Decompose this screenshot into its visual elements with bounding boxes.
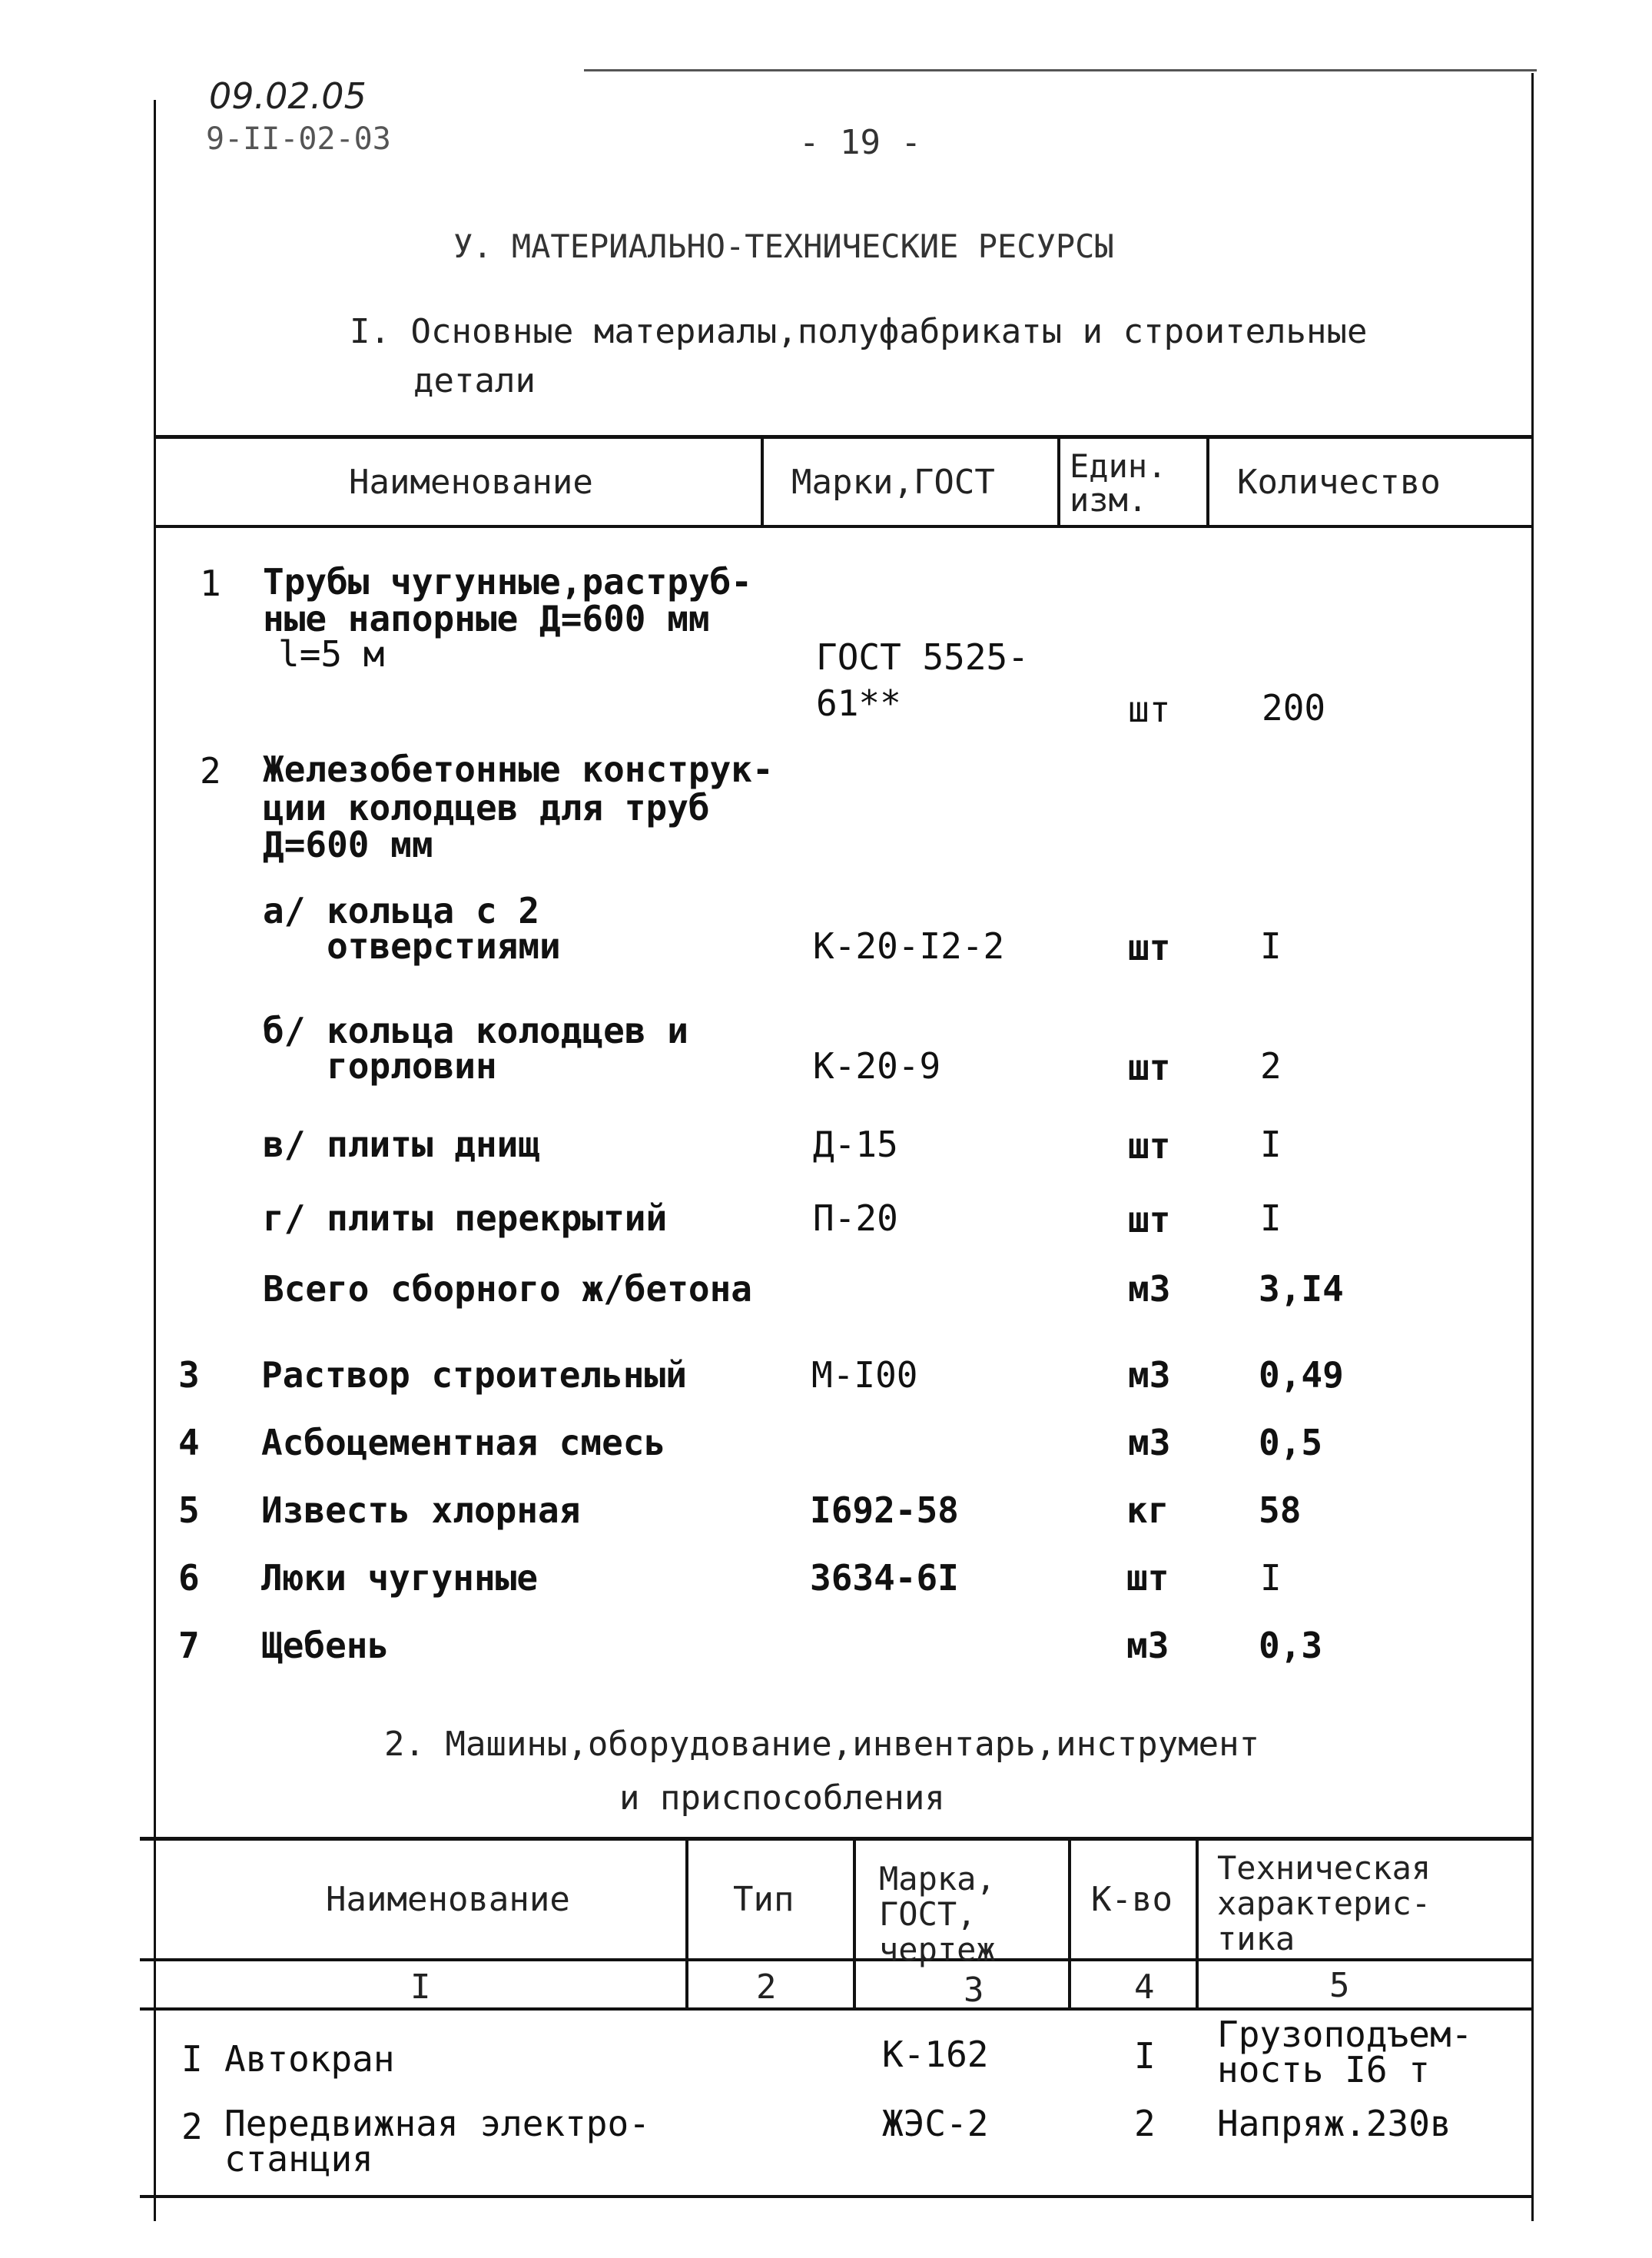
table1-row-b-unit: шт [1128,1047,1171,1088]
table1-row-a-qty: I [1260,925,1282,967]
table1-row6-unit: шт [1126,1557,1169,1599]
table2-row1-num: I [181,2038,203,2080]
section-title: У. МАТЕРИАЛЬНО-ТЕХНИЧЕСКИЕ РЕСУРСЫ [453,227,1114,265]
table2-header-tech-line2: характерис- [1217,1884,1431,1922]
table2-row2-name-line1: Передвижная электро- [224,2103,650,2144]
table2-header-mark-line2: ГОСТ, [879,1895,977,1933]
table1-row-v-unit: шт [1128,1125,1171,1167]
table2-row1-name: Автокран [224,2038,395,2080]
table1-row-v-name: в/ плиты днищ [263,1124,540,1165]
handwritten-code: 09.02.05 [209,75,367,117]
table2-header-tech-line1: Техническая [1217,1849,1431,1887]
table2-colnum-5: 5 [1329,1966,1350,2005]
table2-colnum-3: 3 [964,1971,984,2010]
table1-row6-qty: I [1260,1557,1282,1599]
table2-colnum-2: 2 [756,1967,777,2007]
table1-row3-mark: М-I00 [811,1354,918,1396]
table2-bottom-border [140,2195,1534,2198]
table1-header-unit-line2: изм. [1070,481,1148,519]
table1-row3-unit: м3 [1128,1354,1171,1396]
table1-row6-mark: 3634-6I [810,1557,959,1599]
table2-header-name: Наименование [326,1880,570,1919]
subsection1-title-line2: детали [413,361,536,400]
table1-row4-num: 4 [178,1422,200,1463]
table1-row2-name-line3: Д=600 мм [263,824,433,865]
table1-row-a-name-line1: а/ кольца с 2 [263,890,540,931]
table1-col-divider-3 [1206,435,1209,528]
table1-row2-name-line1: Железобетонные конструк- [263,749,774,790]
table1-row4-qty: 0,5 [1259,1422,1323,1463]
table2-col-divider-4 [1196,1837,1199,2011]
subsection1-title-line1: I. Основные материалы,полуфабрикаты и строительные [350,312,1368,351]
table1-total-name: Всего сборного ж/бетона [263,1268,752,1310]
frame-left-line [154,100,156,2221]
table1-row1-mark-line1: ГОСТ 5525- [816,636,1029,678]
table1-row-g-name: г/ плиты перекрытий [263,1197,668,1239]
table2-row2-mark: ЖЭС-2 [882,2103,989,2144]
page-number: - 19 - [799,123,921,162]
table2-header-tech-line3: тика [1217,1920,1295,1957]
table1-row4-name: Асбоцементная смесь [261,1422,666,1463]
table2-col-divider-2 [853,1837,856,2011]
table2-row1-mark: К-162 [882,2034,989,2075]
table1-row7-unit: м3 [1126,1625,1169,1666]
table1-total-unit: м3 [1128,1268,1171,1310]
table2-row2-count: 2 [1134,2103,1156,2144]
table1-row-g-unit: шт [1128,1199,1171,1240]
table1-col-divider-1 [761,435,764,528]
table1-row6-name: Люки чугунные [261,1557,539,1599]
table2-colnum-bottom-border [140,2007,1534,2011]
table1-row-v-qty: I [1260,1124,1282,1165]
table1-row5-unit: кг [1126,1489,1169,1531]
table2-col-divider-1 [685,1837,688,2011]
table1-header-qty: Количество [1237,463,1441,502]
table1-row-b-name-line2: горловин [263,1045,497,1087]
table2-top-border [140,1837,1534,1841]
table1-total-qty: 3,I4 [1259,1268,1344,1310]
table2-colnum-1: I [410,1967,431,2007]
table1-row2-name-line2: ции колодцев для труб [263,787,710,828]
table1-row5-mark: I692-58 [810,1489,959,1531]
table1-row7-name: Щебень [261,1625,390,1666]
table1-row-g-qty: I [1260,1197,1282,1239]
table1-row3-num: 3 [178,1354,200,1396]
table2-row1-tech-line1: Грузоподъем- [1217,2014,1473,2055]
table1-header-bottom-border [154,525,1534,528]
table1-row1-name-line3: l=5 м [278,633,385,675]
table1-row5-qty: 58 [1259,1489,1302,1531]
table1-row-v-mark: Д-15 [813,1124,898,1165]
table1-row3-qty: 0,49 [1259,1354,1344,1396]
table1-row1-name-line2: ные напорные Д=600 мм [263,598,710,639]
table1-row-g-mark: П-20 [813,1197,898,1239]
table1-row3-name: Раствор строительный [261,1354,687,1396]
table1-row-b-mark: К-20-9 [813,1045,941,1087]
subsection2-title-line2: и приспособления [619,1778,945,1818]
table2-row2-num: 2 [181,2106,203,2147]
table2-col-divider-3 [1068,1837,1071,2011]
table1-row2-num: 2 [200,750,221,792]
frame-top-line [584,69,1537,71]
table2-row2-tech: Напряж.230в [1217,2103,1451,2144]
table1-row5-num: 5 [178,1489,200,1531]
frame-right-line [1531,73,1534,2221]
table1-row1-num: 1 [200,563,221,604]
table1-header-unit-line1: Един. [1070,447,1167,485]
subsection2-title-line1: 2. Машины,оборудование,инвентарь,инструмент [384,1725,1260,1764]
table1-row-b-qty: 2 [1260,1045,1282,1087]
table1-row5-name: Известь хлорная [261,1489,581,1531]
table1-header-name: Наименование [349,463,593,502]
table1-row-a-unit: шт [1128,927,1171,968]
table2-row1-count: I [1134,2035,1156,2077]
table2-header-count: К-во [1091,1880,1173,1919]
table1-row1-mark-line2: 61** [816,682,901,724]
table2-header-mark-line3: чертеж [879,1931,996,1968]
table2-header-bottom-border [140,1958,1534,1961]
table1-row1-name-line1: Трубы чугунные,раструб- [263,561,752,603]
table1-row-a-mark: К-20-I2-2 [813,925,1005,967]
document-code: 9-II-02-03 [206,121,391,157]
table1-row6-num: 6 [178,1557,200,1599]
table2-header-mark-line1: Марка, [879,1860,996,1898]
table2-row1-tech-line2: ность I6 т [1217,2049,1430,2090]
table1-row7-qty: 0,3 [1259,1625,1323,1666]
table2-header-type: Тип [733,1880,794,1919]
table1-col-divider-2 [1057,435,1060,528]
table1-row-a-name-line2: отверстиями [263,925,561,967]
table1-row7-num: 7 [178,1625,200,1666]
table1-row1-qty: 200 [1262,687,1326,729]
table2-colnum-4: 4 [1134,1967,1155,2007]
table1-top-border [154,435,1534,439]
table2-row2-name-line2: станция [224,2138,373,2180]
table1-row1-unit: шт [1128,689,1171,730]
table1-header-mark: Марки,ГОСТ [791,463,995,502]
table1-row4-unit: м3 [1128,1422,1171,1463]
table1-row-b-name-line1: б/ кольца колодцев и [263,1010,688,1051]
